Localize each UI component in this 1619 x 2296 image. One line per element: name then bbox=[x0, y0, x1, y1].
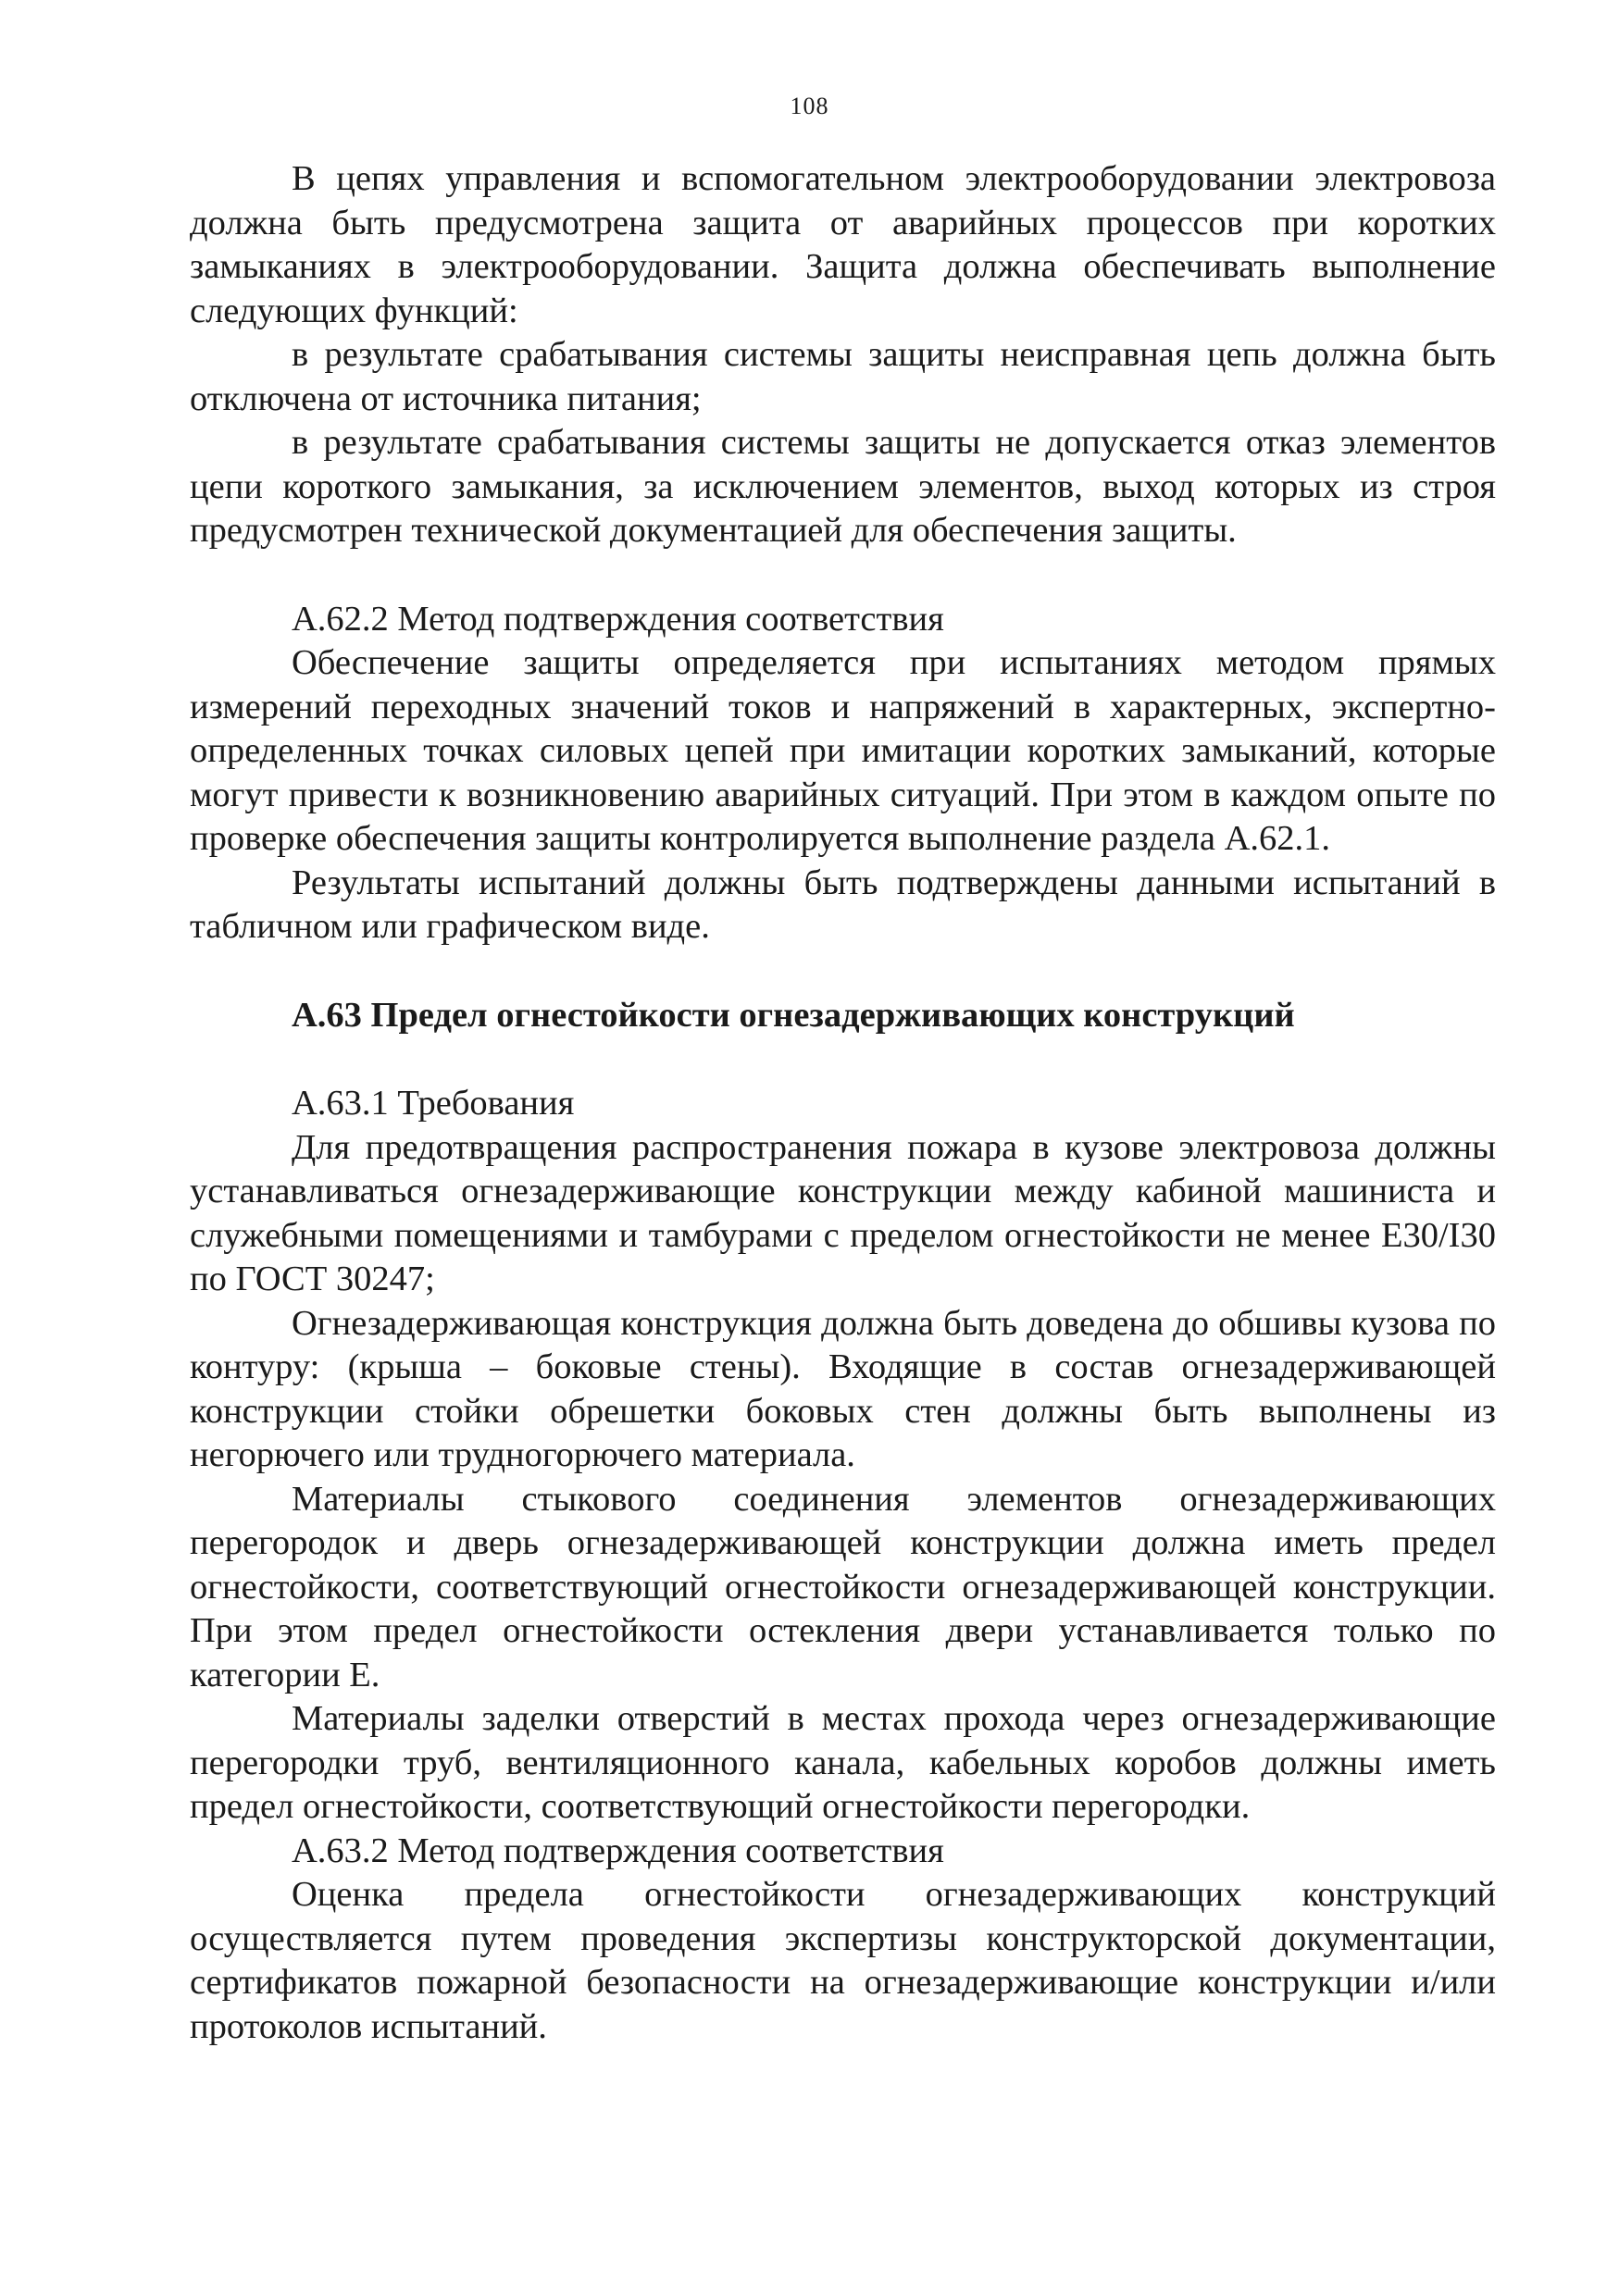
subsection-heading-a62-2: А.62.2 Метод подтверждения соответствия bbox=[292, 599, 944, 639]
paragraph-a63-1-requirement: Для предотвращения распространения пожара в кузове электровоза должны устанавливаться огнезадерживающие конструкции между кабиной машиниста и служебными помещениями и тамбурами с пределом огнестойкости не менее Е30/І30 по ГОСТ 30247; bbox=[190, 1127, 1496, 1298]
subsection-heading-a63-1: А.63.1 Требования bbox=[292, 1084, 575, 1123]
paragraph-a63-1-openings: Материалы заделки отверстий в местах прохода через огнезадерживающие перегородки труб, вентиляционного канала, кабельных коробов должны иметь предел огнестойкости, соответствующий огнестойкости перегородки. bbox=[190, 1699, 1496, 1826]
paragraph-a63-1-contour: Огнезадерживающая конструкция должна быть доведена до обшивы кузова по контуру: (крыша – боковые стены). Входящие в состав огнезадерживающей конструкции стойки обрешетки боковых стен должны быть выполнены из негорючего или трудногорючего материала. bbox=[190, 1303, 1496, 1474]
spacer bbox=[190, 949, 1496, 994]
paragraph-a62-2-method: Обеспечение защиты определяется при испытаниях методом прямых измерений переходных значений токов и напряжений в характерных, экспертно-определенных точках силовых цепей при имитации коротких замыканий, которые могут привести к возникновению аварийных ситуаций. При этом в каждом опыте по проверке обеспечения защиты контролируется выполнение раздела А.62.1. bbox=[190, 643, 1496, 858]
section-title-a63: А.63 Предел огнестойкости огнезадерживающих конструкций bbox=[292, 995, 1295, 1035]
document-body bbox=[190, 157, 1496, 2049]
paragraph-protection-intro: В цепях управления и вспомогательном электрооборудовании электровоза должна быть предусмотрена защита от аварийных процессов при коротких замыканиях в электрооборудовании. Защита должна обеспечивать выполнение следующих функций: bbox=[190, 159, 1496, 330]
spacer bbox=[190, 553, 1496, 598]
paragraph-function-1: в результате срабатывания системы защиты неисправная цепь должна быть отключена от источника питания; bbox=[190, 335, 1496, 418]
paragraph-a63-1-joints: Материалы стыкового соединения элементов огнезадерживающих перегородок и дверь огнезадерживающей конструкции должна иметь предел огнестойкости, соответствующий огнестойкости огнезадерживающей конструкции. При этом предел огнестойкости остекления двери устанавливается только по категории Е. bbox=[190, 1479, 1496, 1694]
paragraph-function-2: в результате срабатывания системы защиты не допускается отказ элементов цепи короткого замыкания, за исключением элементов, выход которых из строя предусмотрен технической документацией для обеспечения защиты. bbox=[190, 423, 1496, 550]
spacer bbox=[190, 1037, 1496, 1082]
paragraph-a62-2-results: Результаты испытаний должны быть подтверждены данными испытаний в табличном или графическом виде. bbox=[190, 863, 1496, 946]
subsection-heading-a63-2: А.63.2 Метод подтверждения соответствия bbox=[292, 1831, 944, 1870]
paragraph-a63-2-assessment: Оценка предела огнестойкости огнезадерживающих конструкций осуществляется путем проведения экспертизы конструкторской документации, сертификатов пожарной безопасности на огнезадерживающие конструкции и/или протоколов испытаний. bbox=[190, 1875, 1496, 2046]
page-number: 108 bbox=[790, 93, 829, 119]
